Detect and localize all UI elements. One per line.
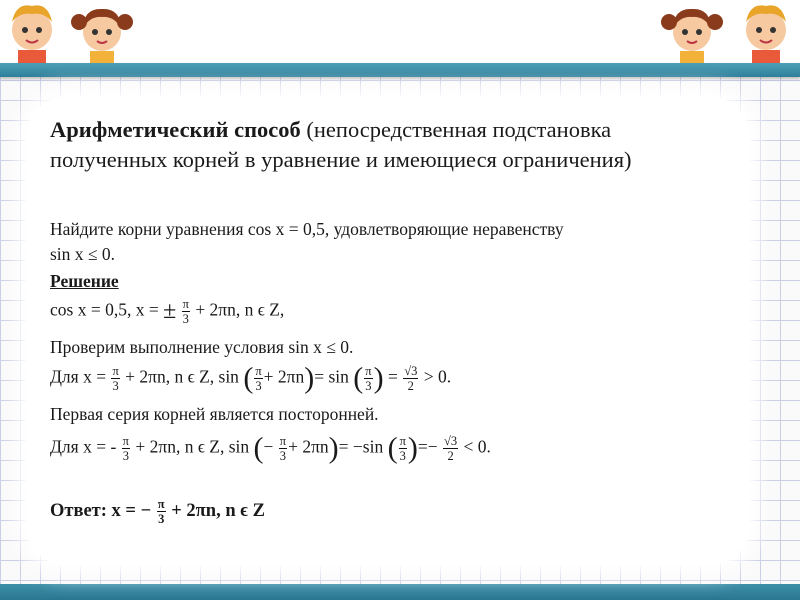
fraction: $\frac{\pi}{3}$ [112,364,119,393]
girl-illustration-right [660,0,724,70]
heading-rest: (непосредственная подстановка полученных корней в уравнение и имеющиеся ограничения) [50,117,632,172]
footer-stripe [0,584,800,600]
step-2: Проверим выполнение условия sin x ≤ 0. [50,337,354,357]
solution-label: Решение [50,271,119,291]
task-line-1: Найдите корни уравнения cos x = 0,5, удовлетворяющие неравенству [50,219,564,239]
fraction: $\frac{\pi}{3}$ [279,434,287,463]
fraction: $\frac{\pi}{3}$ [399,434,406,463]
heading-bold: Арифметический способ [50,117,301,142]
header-stripe [0,63,800,77]
step-3: Для x = $\frac{\pi}{3}$ + 2πn, n ϵ Z, sin ( $\frac{\pi}{3}$ + 2πn)= sin ( $\frac{\pi}{3}$ ) = $\frac{√3}{2}$ > 0. [50,361,452,395]
fraction: $\frac{\pi}{3}$ [365,364,372,393]
plus-minus: ± [163,298,177,324]
fraction: $\frac{\pi}{3}$ [182,297,189,326]
step-5: Для x = - $\frac{\pi}{3}$ + 2πn, n ϵ Z, sin (− $\frac{\pi}{3}$ + 2πn)= −sin ( $\frac{\pi}{3}$ )=− $\frac{√3}{2}$ < 0. [50,431,491,465]
girl-illustration-left [70,0,134,70]
task-line-2: sin x ≤ 0. [50,244,116,264]
fraction: $\frac{\pi}{3}$ [255,364,262,393]
answer-line: Ответ: x = − $\frac{\pi}{3}$ + 2πn, n ϵ Z [50,497,266,526]
step-4: Первая серия корней является посторонней. [50,404,379,424]
step-1: cos x = 0,5, x = ± $\frac{\pi}{3}$ + 2πn, n ϵ Z, [50,297,285,326]
fraction: $\frac{\pi}{3}$ [157,497,165,526]
slide-heading [50,115,730,175]
fraction: $\frac{√3}{2}$ [444,434,458,463]
boy-illustration-right [734,0,798,70]
fraction: $\frac{√3}{2}$ [404,364,418,393]
fraction: $\frac{\pi}{3}$ [122,434,129,463]
boy-illustration-left [0,0,64,70]
